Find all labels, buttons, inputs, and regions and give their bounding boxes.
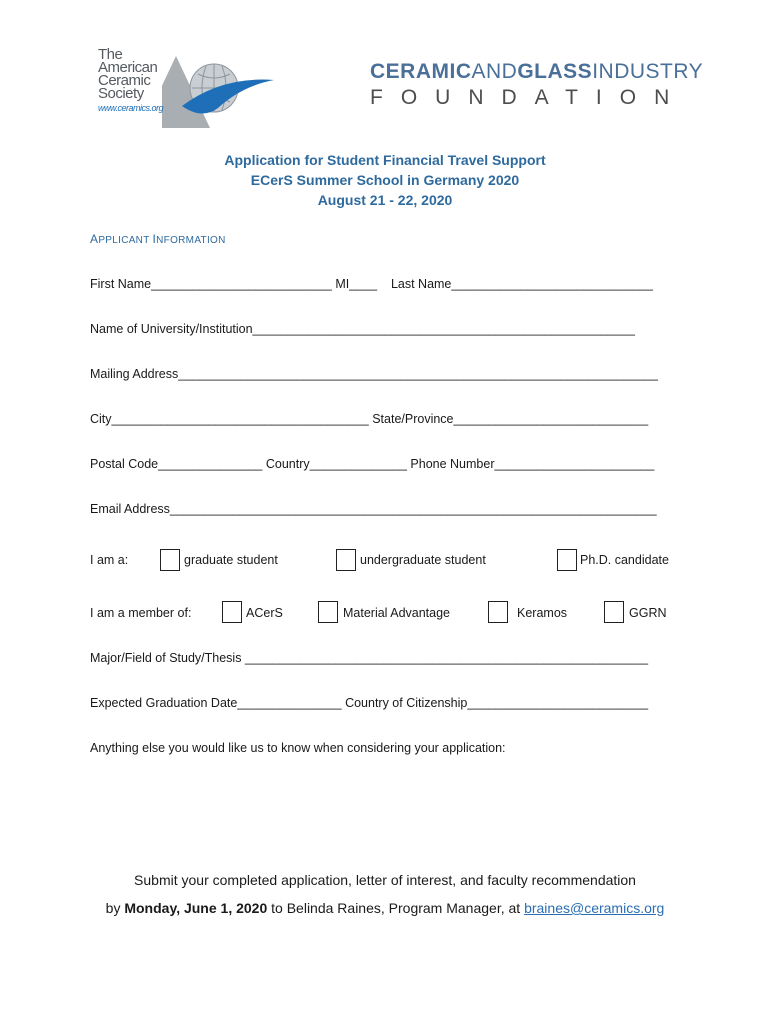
title-line-3: August 21 - 22, 2020 [317,192,453,208]
section-rest-2: NFORMATION [156,235,226,246]
material-advantage-label: Material Advantage [343,606,451,620]
last-name-field[interactable]: Last Name_____________________________ [390,277,653,291]
graduate-student-checkbox[interactable] [160,549,180,571]
phd-candidate-label: Ph.D. candidate [580,553,669,567]
ggrn-label: GGRN [629,606,667,620]
section-cap-i: I [152,232,157,246]
name-row [90,277,653,291]
cgif-foundation: FOUNDATION [370,86,688,109]
status-label: I am a: [90,553,129,567]
submit-deadline: Monday, June 1, 2020 [124,900,268,916]
cgif-logo [370,60,704,110]
title-line-1: Application for Student Financial Travel Support [224,152,546,168]
acers-label: ACerS [246,606,283,620]
keramos-checkbox[interactable] [488,601,508,623]
submit-email-link[interactable]: braines@ceramics.org [524,900,665,916]
undergraduate-student-label: undergraduate student [360,553,486,567]
mailing-address-field[interactable]: Mailing Address_____________________________________________________________________ [90,367,658,381]
material-advantage-checkbox[interactable] [318,601,338,623]
submit-mid: to Belinda Raines, Program Manager, at [267,900,525,916]
acers-url: www.ceramics.org [98,103,164,113]
acers-line-2: American [98,59,158,76]
section-rest-1: PPLICANT [98,235,153,246]
email-field[interactable]: Email Address______________________________________________________________________ [90,502,657,516]
section-cap-a: A [90,232,99,246]
undergraduate-student-checkbox[interactable] [336,549,356,571]
acers-line-3: Ceramic [98,72,151,89]
submit-line-1: Submit your completed application, letter of interest, and faculty recommendation [134,872,636,888]
submit-pre: by [105,900,125,916]
phd-candidate-checkbox[interactable] [557,549,577,571]
section-heading [90,232,226,246]
university-field[interactable]: Name of University/Institution_______________________________________________________ [90,322,635,336]
ggrn-checkbox[interactable] [604,601,624,623]
graduate-student-label: graduate student [184,553,278,567]
cgif-ceramic: CERAMIC [370,60,472,83]
acers-line-4: Society [98,85,144,102]
anything-else-prompt: Anything else you would like us to know when considering your application: [90,741,506,755]
acers-checkbox[interactable] [222,601,242,623]
membership-label: I am a member of: [90,606,192,620]
acers-logo [92,46,292,132]
keramos-label: Keramos [517,606,568,620]
postal-country-phone-field[interactable]: Postal Code_______________ Country______________ Phone Number_______________________ [90,457,655,471]
first-name-field[interactable]: First Name__________________________ MI____ [90,277,378,291]
form-title [0,150,770,210]
title-line-2: ECerS Summer School in Germany 2020 [250,172,520,188]
major-field[interactable]: Major/Field of Study/Thesis __________________________________________________________ [90,651,649,665]
acers-line-1: The [98,46,123,63]
acers-globe-icon [162,46,282,132]
cgif-glass: GLASS [517,60,593,83]
cgif-and: AND [471,60,518,83]
submit-line-2 [0,900,770,916]
graduation-citizenship-field[interactable]: Expected Graduation Date_______________ Country of Citizenship__________________________ [90,696,649,710]
acers-wordmark [98,48,163,115]
cgif-top-line [370,60,704,84]
cgif-industry: INDUSTRY [592,60,704,83]
city-state-field[interactable]: City_____________________________________ State/Province____________________________ [90,412,649,426]
